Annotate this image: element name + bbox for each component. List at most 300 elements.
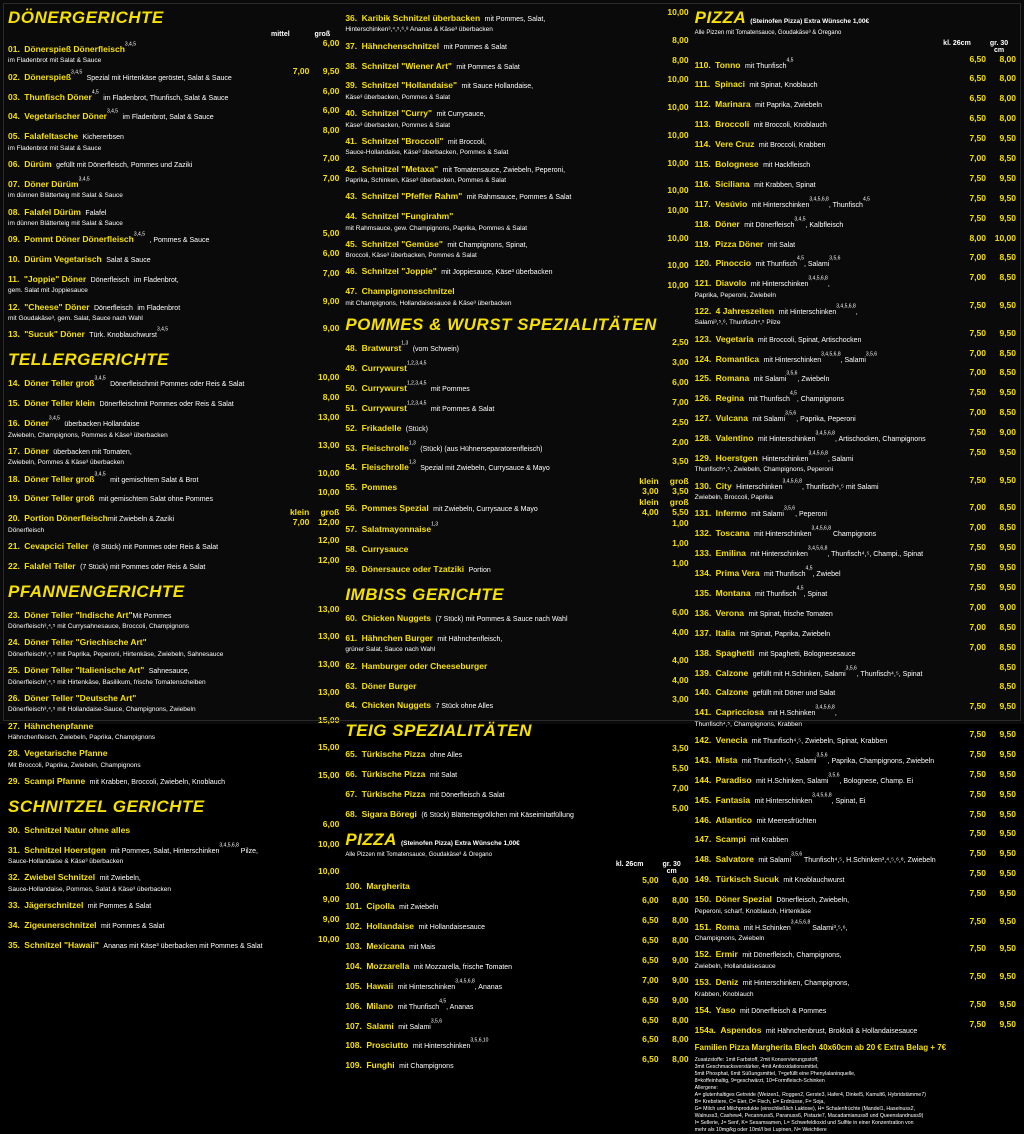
price-value: 12,00 — [318, 534, 340, 545]
menu-item — [695, 174, 1016, 192]
menu-item-number: 66. — [345, 769, 358, 780]
menu-item-name: Döner Teller klein — [24, 398, 95, 409]
price-value: 8,00 — [969, 232, 986, 243]
menu-item-desc: mit H.Schinken — [768, 710, 816, 718]
price-value: 13,00 — [318, 631, 340, 642]
menu-item-desc: (Stück) (aus Hühnerseparatorenfleisch) — [420, 445, 543, 453]
menu-item-number: 45. — [345, 238, 358, 249]
price-value: 6,00 — [642, 895, 659, 906]
menu-item-desc: mit Zwiebeln, Currysauce & Mayo — [433, 506, 538, 514]
price-column-headers — [8, 31, 339, 38]
allergen-marker: 3,5,6 — [791, 852, 803, 858]
menu-item-prices — [956, 114, 1016, 124]
menu-item-name: Margherita — [366, 881, 410, 892]
menu-item — [695, 790, 1016, 808]
menu-item-name: Hähnchenpfanne — [24, 720, 94, 731]
menu-item — [8, 126, 339, 152]
menu-item-number: 154a. — [694, 1024, 716, 1035]
allergen-marker: 3,4,5 — [124, 41, 137, 48]
price-value: 7,00 — [969, 502, 986, 513]
menu-item-number: 30. — [8, 824, 20, 835]
menu-item-number: 12. — [8, 301, 20, 312]
menu-item — [345, 1016, 688, 1034]
allergen-marker: 3,4,5,6,8 — [812, 792, 832, 799]
menu-item-name: Currywurst — [361, 382, 407, 393]
menu-item-name: Scampi — [715, 834, 746, 845]
allergen-marker: 3,4,5,6,8 — [808, 450, 828, 457]
menu-item-name: Mexicana — [366, 941, 405, 952]
menu-item-number: 127. — [694, 413, 712, 424]
price-value: 10,00 — [667, 205, 689, 216]
menu-item-text — [345, 131, 654, 157]
menu-item-desc: Dönerfleisch — [90, 277, 130, 285]
menu-item-desc: mit Thunfisch — [744, 62, 787, 70]
allergen-marker: 3,4,5,6,8 — [807, 545, 828, 552]
menu-item-desc: mit Champignons — [399, 1063, 454, 1071]
menu-item-subdesc: Dönerfleisch³,⁴,⁵ mit Paprika, Peperoni, Hirtenkäse, Zwiebeln, Sahnesauce — [8, 650, 224, 658]
price-value: 7,50 — [969, 1018, 986, 1029]
menu-item-number: 145. — [694, 794, 712, 805]
menu-item-text — [695, 428, 956, 446]
price-value: 9,50 — [322, 65, 340, 76]
allergen-marker: 3,5,6,10 — [470, 1038, 489, 1045]
menu-item-number: 09. — [8, 234, 20, 245]
menu-item — [345, 996, 688, 1014]
menu-item-desc: Hinterschinken — [762, 456, 809, 464]
menu-item-desc: mit Hinterschinken — [397, 983, 456, 991]
menu-item-number: 104. — [345, 960, 362, 971]
price-value: 15,00 — [318, 742, 340, 753]
menu-item-name: Bratwurst — [361, 343, 402, 354]
menu-item-text — [695, 869, 956, 887]
menu-item-prices — [655, 261, 689, 271]
menu-item-name: Chicken Nuggets — [361, 700, 432, 711]
allergen-marker: 3,5,6 — [845, 665, 857, 672]
menu-item-desc: mit Hinterschinken — [412, 1043, 471, 1051]
menu-item-desc: mit Thunfisch⁴,⁵, Zwiebeln, Spinat, Krabben — [751, 737, 888, 745]
price-value: 13,00 — [318, 439, 340, 450]
price-value: 9,50 — [999, 133, 1016, 144]
menu-item-prices — [305, 174, 339, 184]
menu-item-prices — [956, 74, 1016, 84]
menu-item-prices — [956, 750, 1016, 760]
menu-item-text — [695, 388, 956, 406]
menu-item-prices — [655, 159, 689, 169]
menu-item-number: 64. — [345, 700, 358, 711]
menu-item-name: City — [715, 480, 732, 491]
menu-item-number: 153. — [694, 977, 712, 988]
menu-item-subdesc: Mit Broccoli, Paprika, Zwiebeln, Champignons — [8, 761, 141, 769]
menu-item-name: Schnitzel "Fungirahm" — [361, 211, 454, 222]
price-value: 10,00 — [318, 933, 340, 944]
menu-item-prices — [655, 378, 689, 388]
menu-item-desc: mit Hinterschinken — [753, 531, 812, 539]
menu-item-number: 46. — [345, 266, 358, 277]
price-value: groß 3,50 — [669, 476, 689, 497]
price-column-headers — [695, 40, 1016, 54]
menu-item-name: Prosciutto — [366, 1040, 409, 1051]
menu-item-prices — [305, 297, 339, 307]
menu-item-prices — [956, 829, 1016, 839]
menu-item-text — [695, 154, 956, 172]
menu-item — [345, 608, 688, 626]
menu-item-prices — [629, 956, 689, 966]
menu-item — [345, 378, 688, 396]
price-value: 3,50 — [672, 743, 689, 754]
menu-item-desc: mit Mais — [409, 944, 436, 952]
menu-item-name: Milano — [366, 1000, 394, 1011]
section-header — [8, 344, 339, 373]
menu-item-name: Falafeltasche — [24, 131, 79, 142]
menu-item-desc-tail: , Thunfisch — [828, 201, 863, 209]
price-value: 7,50 — [969, 828, 986, 839]
menu-item-prices — [956, 503, 1016, 513]
menu-item-text — [8, 413, 305, 439]
menu-item-prices — [655, 206, 689, 216]
price-value: 8,00 — [672, 1054, 689, 1065]
menu-item-desc-tail: mit Pommes oder Reis & Salat — [149, 381, 245, 389]
menu-item-number: 55. — [345, 482, 358, 493]
price-value: 7,50 — [969, 943, 986, 954]
menu-item-name: Döner Teller groß — [24, 473, 95, 484]
menu-item-subdesc: Champignons, Zwiebeln — [694, 935, 765, 943]
menu-item-number: 56. — [345, 503, 358, 514]
menu-item — [8, 771, 339, 789]
allergen-marker: 3,4,5 — [78, 176, 90, 183]
price-value: 8,00 — [672, 1014, 689, 1025]
menu-item-desc: Dönerfleisch, Zwiebeln, — [776, 897, 850, 905]
menu-item-subdesc: grüner Salat, Sauce nach Wahl — [345, 646, 436, 654]
price-value: 9,50 — [999, 808, 1016, 819]
menu-item-desc: mit Pommes, Salat, Hinterschinken — [110, 847, 220, 855]
menu-item-text — [8, 249, 305, 267]
price-value: 9,00 — [322, 323, 340, 334]
menu-item-desc: mit Pommes & Salat — [430, 405, 495, 413]
menu-item-prices — [956, 134, 1016, 144]
menu-item-number: 31. — [8, 844, 20, 855]
menu-item-desc: mit Joppiesauce, Käse³ überbacken — [441, 269, 553, 277]
price-column-header: kl. 26cm — [615, 861, 644, 869]
menu-item-desc: mit gemischtem Salat ohne Pommes — [98, 496, 213, 504]
menu-item-subdesc: Käse³ überbacken, Pommes & Salat — [345, 121, 451, 129]
menu-item-number: 28. — [8, 748, 20, 759]
menu-item — [8, 688, 339, 714]
menu-item-number: 02. — [8, 71, 20, 82]
menu-item-subdesc: gem. Salat mit Joppiesauce — [8, 287, 88, 295]
section-header — [345, 579, 688, 608]
price-value: 8,00 — [999, 113, 1016, 124]
price-value: 7,00 — [322, 153, 340, 164]
menu-item-number: 13. — [8, 329, 20, 340]
price-value: 7,50 — [969, 299, 986, 310]
menu-item-number: 58. — [345, 544, 358, 555]
allergen-marker: 4,5 — [797, 256, 804, 263]
menu-item-desc: (8 Stück) mit Pommes oder Reis & Salat — [92, 543, 219, 551]
menu-item-prices — [956, 273, 1016, 283]
allergen-marker: 4,5 — [439, 998, 447, 1005]
menu-item-name: Schnitzel "Hawaii" — [24, 939, 99, 950]
menu-item-text — [8, 126, 305, 152]
allergen-marker: 4,5 — [786, 57, 794, 64]
menu-item-name: Fantasia — [715, 794, 751, 805]
menu-item-number: 07. — [8, 178, 20, 189]
menu-item-text — [345, 36, 654, 54]
menu-item-text — [695, 750, 956, 768]
menu-item-desc-tail: , Artischocken, Champignons — [834, 436, 926, 444]
menu-item-name: Mista — [715, 754, 738, 765]
menu-item-text — [345, 438, 654, 456]
menu-item — [8, 202, 339, 228]
menu-item-subdesc: Paprika, Peperoni, Zwiebeln — [694, 291, 776, 299]
menu-item-prices — [655, 608, 689, 618]
price-value: 7,50 — [969, 848, 986, 859]
menu-item-desc: mit H.Schinken, Salami — [756, 777, 829, 785]
menu-item-desc-tail: Thunfisch⁴,⁵, H.Schinken³,⁴,⁵,⁶,⁸, Zwiebeln — [802, 857, 936, 865]
menu-item — [8, 441, 339, 467]
menu-item-prices — [956, 301, 1016, 311]
price-value: 9,50 — [999, 299, 1016, 310]
menu-item-text — [345, 418, 654, 436]
menu-item-text — [8, 820, 305, 838]
menu-item — [8, 820, 339, 838]
allergen-marker: 4,5 — [805, 565, 813, 572]
menu-item-number: 146. — [694, 814, 712, 825]
menu-item-number: 152. — [694, 949, 712, 960]
price-value: 7,00 — [322, 172, 340, 183]
menu-item-name: Döner Dürüm — [24, 178, 79, 189]
price-value: 13,00 — [318, 412, 340, 423]
menu-item — [695, 349, 1016, 367]
menu-item-text — [8, 39, 305, 65]
menu-item-name: Diavolo — [715, 278, 747, 289]
price-column-header: groß — [314, 31, 331, 38]
menu-item-text — [345, 498, 628, 516]
menu-item-number: 134. — [694, 568, 712, 579]
menu-item-desc-tail: Mit Pommes — [132, 612, 172, 620]
menu-item-prices — [956, 55, 1016, 65]
menu-item-number: 14. — [8, 378, 20, 389]
menu-item-name: "Joppie" Döner — [23, 274, 87, 285]
menu-item-name: Pinoccio — [715, 258, 752, 269]
price-value: 7,00 — [322, 268, 340, 279]
menu-item-text — [695, 174, 956, 192]
price-value: 8,50 — [999, 347, 1016, 358]
menu-item-name: Funghi — [366, 1060, 395, 1071]
price-value: 9,50 — [999, 581, 1016, 592]
price-value: 9,50 — [999, 748, 1016, 759]
price-value: 9,50 — [999, 848, 1016, 859]
allergen-marker: 1,3 — [408, 460, 416, 467]
menu-item-name: Schnitzel Hoerstgen — [24, 844, 106, 855]
menu-item-text — [695, 368, 956, 386]
price-value: 9,00 — [322, 913, 340, 924]
menu-item — [695, 114, 1016, 132]
menu-item-text — [695, 790, 956, 808]
menu-item-name: Regina — [715, 393, 744, 404]
menu-item-number: 138. — [694, 647, 712, 658]
menu-item — [695, 214, 1016, 232]
menu-item-name: Currywurst — [361, 402, 407, 413]
allergen-marker: 3,4,5,6,8 — [815, 704, 835, 711]
menu-item-prices — [956, 154, 1016, 164]
menu-item-desc-tail: , — [834, 710, 837, 718]
menu-item-subdesc: Paprika, Schinken, Käse³ überbacken, Pommes & Salat — [345, 176, 507, 184]
section-subtitle: (Steinofen Pizza) Extra Wünsche 1,00€ — [400, 839, 520, 847]
menu-item-name: Döner Teller "Griechische Art" — [24, 637, 147, 648]
menu-item-name: Chicken Nuggets — [361, 613, 432, 624]
menu-item-prices — [305, 771, 339, 781]
section-note: Alle Pizzen mit Tomatensauce, Goudakäse³ & Oregano — [694, 30, 842, 36]
allergen-marker: 1,3 — [408, 440, 416, 447]
menu-item — [345, 418, 688, 436]
menu-item-subdesc: im Fladenbrot mit Salat & Sauce — [8, 144, 102, 152]
menu-item-number: 43. — [345, 191, 358, 202]
menu-item-name: Siciliana — [715, 178, 750, 189]
price-value: 9,00 — [322, 894, 340, 905]
price-value: klein 4,00 — [639, 497, 659, 518]
menu-item-text — [8, 469, 305, 487]
menu-item-text — [345, 1055, 628, 1073]
menu-item-text — [695, 114, 956, 132]
menu-item-desc-tail: mit Pommes oder Reis & Salat — [138, 401, 234, 409]
menu-item-text — [695, 476, 956, 502]
menu-item — [8, 373, 339, 391]
menu-item — [345, 159, 688, 185]
menu-item — [695, 849, 1016, 867]
price-value: 6,00 — [322, 38, 340, 48]
menu-item-desc: (7 Stück) mit Pommes & Sauce nach Wahl — [435, 616, 568, 624]
menu-item-subdesc: Thunfisch⁴,⁵, Champignons, Krabben — [694, 720, 803, 728]
menu-item-desc: im Fladenbrot, Thunfisch, Salat & Sauce — [103, 94, 229, 102]
menu-item — [345, 519, 688, 537]
menu-item-number: 68. — [345, 808, 358, 819]
menu-item-text — [345, 234, 654, 260]
menu-item-desc-tail: , Salami — [827, 456, 854, 464]
menu-item — [695, 1020, 1016, 1038]
menu-item-prices — [305, 324, 339, 334]
menu-item-subdesc: im dünnen Blätterteig mit Salat & Sauce — [8, 220, 123, 228]
menu-item-text — [8, 743, 305, 769]
menu-item-text — [695, 349, 956, 367]
menu-item-text — [8, 229, 305, 247]
menu-item-number: 154. — [694, 1004, 712, 1015]
menu-item-name: Karibik Schnitzel überbacken — [361, 13, 481, 23]
menu-item — [8, 413, 339, 439]
section-subtitle: (Steinofen Pizza) Extra Wünsche 1,00€ — [750, 18, 870, 25]
menu-item-name: Döner Teller "Deutsche Art" — [24, 692, 137, 703]
menu-item-text — [345, 608, 654, 626]
price-value: 7,50 — [969, 562, 986, 573]
menu-item-prices — [655, 338, 689, 348]
menu-item-name: Montana — [715, 587, 751, 598]
menu-item — [695, 1000, 1016, 1018]
menu-item-desc-tail: Champignons — [831, 531, 877, 539]
menu-item-desc: mit Dönerfleisch & Pommes — [739, 1007, 827, 1015]
menu-item-desc: mit Pommes, Salat, — [484, 16, 546, 23]
menu-item-prices — [956, 368, 1016, 378]
menu-item-text — [695, 523, 956, 541]
menu-item-desc: im Fladenbrot, Salat & Sauce — [122, 114, 214, 122]
menu-item-text — [345, 477, 628, 495]
price-value: 9,00 — [672, 994, 689, 1005]
price-value: 10,00 — [318, 467, 340, 478]
menu-item-prices — [956, 972, 1016, 982]
menu-item-desc: mit Salami — [758, 857, 792, 865]
menu-item — [695, 770, 1016, 788]
menu-item-text — [345, 628, 654, 654]
menu-item — [695, 563, 1016, 581]
menu-item-text — [345, 338, 654, 356]
price-value: 10,00 — [318, 866, 340, 877]
menu-item-prices — [956, 563, 1016, 573]
menu-item-number: 05. — [8, 131, 20, 142]
menu-item-prices — [956, 94, 1016, 104]
menu-item-prices — [956, 1020, 1016, 1030]
menu-item-prices — [956, 388, 1016, 398]
menu-item-prices — [956, 543, 1016, 553]
menu-item — [8, 840, 339, 866]
menu-item-desc: mit Sauce Hollandaise, — [461, 83, 534, 91]
menu-item-prices — [305, 413, 339, 423]
menu-item-subdesc: mit Champignons, Hollandaisesauce & Käse³ überbacken — [345, 299, 512, 307]
menu-item — [345, 457, 688, 475]
price-value: 8,00 — [999, 93, 1016, 104]
menu-item-extra: im Fladenbrot — [137, 304, 181, 312]
price-value: 4,00 — [672, 674, 689, 685]
menu-item-text — [345, 876, 628, 894]
menu-item-text — [695, 329, 956, 347]
menu-item-name: Dürüm Vegetarisch — [24, 254, 102, 265]
menu-item-text — [8, 488, 305, 506]
menu-item — [8, 556, 339, 574]
price-value: 6,00 — [672, 376, 689, 387]
menu-item-number: 23. — [8, 609, 20, 620]
price-value: 7,50 — [969, 748, 986, 759]
menu-item-desc: mit Thunfisch — [397, 1003, 440, 1011]
menu-item-text — [345, 186, 654, 204]
price-value: 9,50 — [999, 971, 1016, 982]
menu-item-name: Schnitzel "Pfeffer Rahm" — [361, 191, 463, 202]
menu-item-text — [8, 441, 305, 467]
price-value: 2,00 — [672, 436, 689, 447]
allergens-header: Allergene: — [694, 1085, 718, 1092]
menu-item — [345, 261, 688, 279]
menu-item-name: Schnitzel Natur ohne alles — [24, 824, 131, 835]
menu-item-text — [345, 559, 654, 577]
menu-item-prices — [305, 867, 339, 877]
price-value: 7,00 — [969, 367, 986, 378]
menu-item-name: Jägerschnitzel — [24, 900, 84, 911]
menu-item-prices — [956, 448, 1016, 458]
menu-item-desc: mit Pommes & Salat — [456, 63, 520, 71]
menu-item-desc: mit Hinterschinken — [763, 356, 822, 364]
menu-item-name: Schnitzel "Metaxa" — [361, 163, 439, 174]
menu-item-name: Dönersauce oder Tzatziki — [361, 564, 465, 575]
price-value: 6,00 — [672, 875, 689, 886]
menu-item-number: 141. — [694, 707, 712, 718]
menu-item-number: 39. — [345, 80, 358, 91]
menu-item — [8, 269, 339, 295]
menu-item-prices — [956, 349, 1016, 359]
menu-item-desc: mit Salami — [752, 416, 786, 424]
menu-item-prices — [655, 56, 689, 66]
menu-item-prices — [956, 790, 1016, 800]
allergen-marker: 3,5,6 — [430, 1018, 442, 1025]
menu-item-text — [8, 297, 305, 323]
menu-item — [695, 730, 1016, 748]
menu-item-subdesc: Broccoli, Käse³ überbacken, Pommes & Salat — [345, 252, 477, 260]
menu-item — [695, 301, 1016, 327]
